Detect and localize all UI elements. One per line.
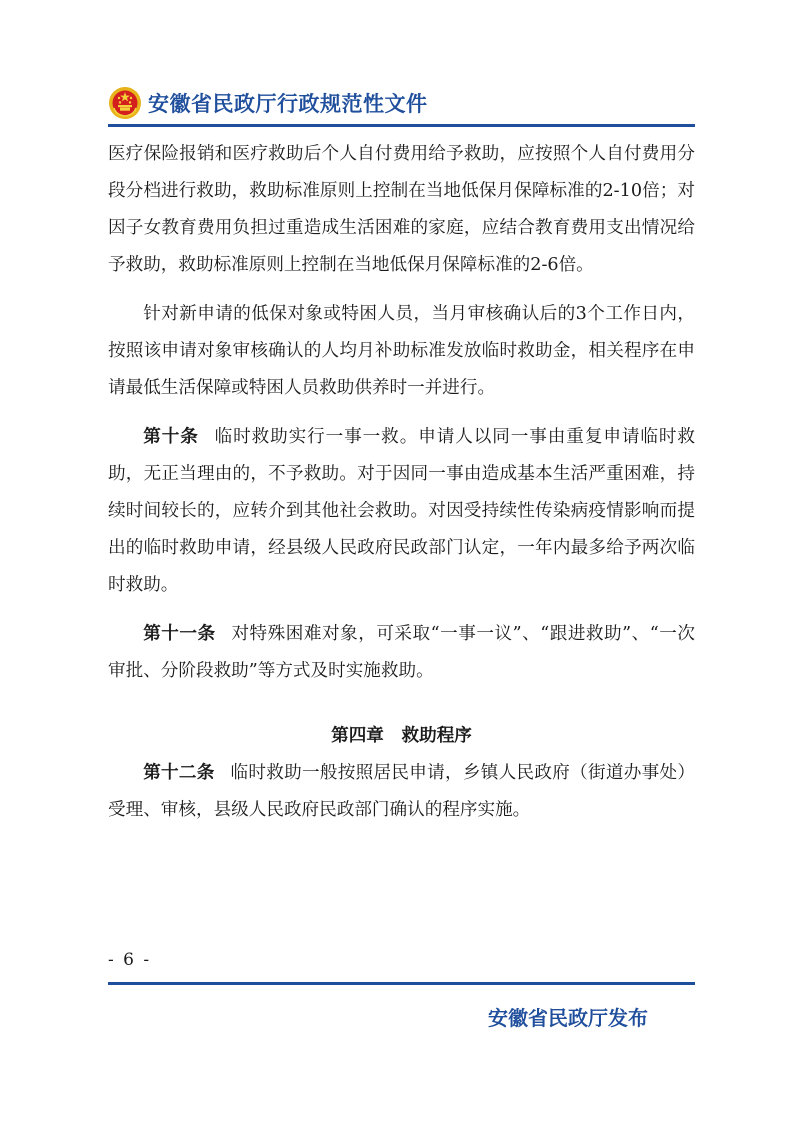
article-paragraph [108,616,695,690]
paragraph: 针对新申请的低保对象或特困人员，当月审核确认后的3个工作日内，按照该申请对象审核确认的人均月补助标准发放临时救助金，相关程序在申请最低生活保障或特困人员救助供养时一并进行。 [108,304,695,398]
article-paragraph [108,419,695,604]
article-number: 第十一条 [143,624,216,644]
article-text: 对特殊困难对象，可采取“一事一议”、“跟进救助”、“一次审批、分阶段救助”等方式及时实施救助。 [108,624,695,681]
chapter-number: 第四章 [331,726,384,746]
chapter-heading [108,718,695,755]
national-emblem-icon [108,86,142,120]
article-text: 临时救助一般按照居民申请，乡镇人民政府（街道办事处）受理、审核，县级人民政府民政部门确认的程序实施。 [108,763,695,820]
article-paragraph [108,755,695,829]
chapter-title: 救助程序 [401,726,472,746]
header-rule [108,124,695,127]
article-number: 第十条 [143,427,199,447]
footer-publisher: 安徽省民政厅发布 [488,1006,648,1030]
paragraph: 医疗保险报销和医疗救助后个人自付费用给予救助，应按照个人自付费用分段分档进行救助，救助标准原则上控制在当地低保月保障标准的2-10倍；对因子女教育费用负担过重造成生活困难的家庭，应结合教育费用支出情况给予救助，救助标准原则上控制在当地低保月保障标准的2-6倍。 [108,144,695,275]
document-body [108,136,695,829]
article-number: 第十二条 [143,763,215,783]
page-number: - 6 - [108,950,152,970]
document-header [108,82,428,124]
article-text: 临时救助实行一事一救。申请人以同一事由重复申请临时救助，无正当理由的，不予救助。对于因同一事由造成基本生活严重困难，持续时间较长的，应转介到其他社会救助。对因受持续性传染病疫情影响而提出的临时救助申请，经县级人民政府民政部门认定，一年内最多给予两次临时救助。 [108,427,695,595]
footer-rule [108,982,695,985]
header-title: 安徽省民政厅行政规范性文件 [148,92,428,116]
